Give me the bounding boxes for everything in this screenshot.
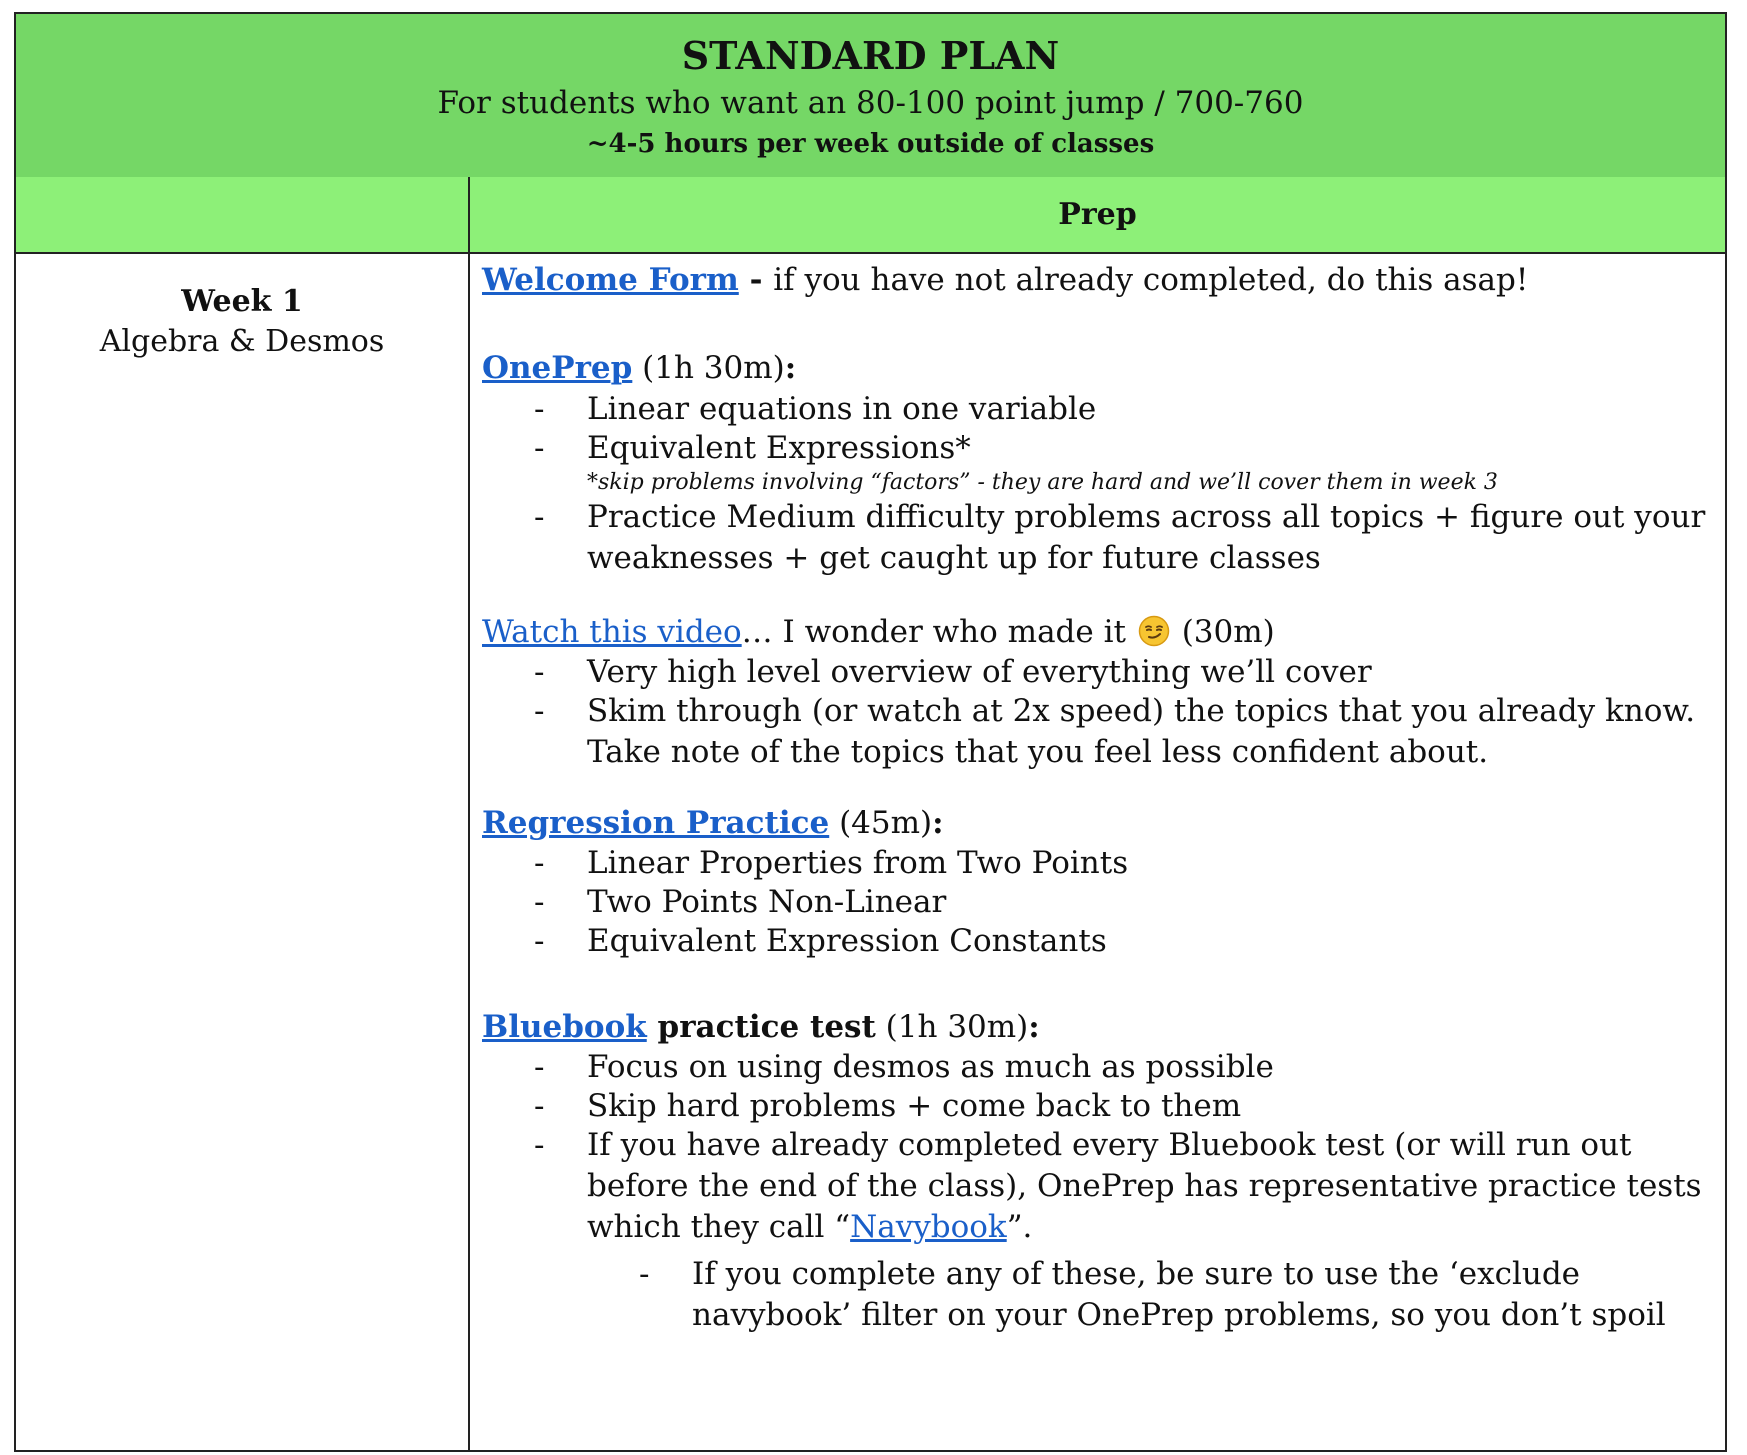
week-topic: Algebra & Desmos — [99, 324, 385, 359]
bullet-dash: - — [534, 430, 545, 466]
list-item-text: Practice Medium difficulty problems across all topics + figure out your weaknesses + get caught up for future classes — [587, 499, 1706, 576]
bluebook-colon: : — [1028, 1009, 1040, 1045]
regression-section — [482, 803, 944, 844]
bullet-dash: - — [534, 654, 545, 690]
bluebook-link[interactable]: Bluebook — [482, 1009, 647, 1045]
navybook-text-after: ”. — [1006, 1209, 1033, 1245]
bullet-dash: - — [639, 1256, 650, 1292]
welcome-text: if you have not already completed, do this asap! — [773, 262, 1529, 298]
oneprep-note: *skip problems involving “factors” - they are hard and we’ll cover them in week 3 — [587, 470, 1498, 495]
bullet-dash: - — [534, 1049, 545, 1085]
video-section — [482, 612, 1275, 653]
smirking-face-icon — [1138, 615, 1170, 647]
oneprep-section — [482, 348, 796, 389]
list-item-text: Very high level overview of everything we’ll cover — [587, 654, 1372, 690]
list-item-text: Equivalent Expressions* — [587, 430, 971, 466]
video-text: … I wonder who made it — [741, 614, 1126, 650]
navybook-text-before: If you have already completed every Bluebook test (or will run out before the end of the class), OnePrep has representative practice tests which they call “ — [587, 1127, 1702, 1245]
list-item-text: Skip hard problems + come back to them — [587, 1088, 1242, 1124]
plan-hours: ~4-5 hours per week outside of classes — [586, 129, 1155, 159]
navybook-link[interactable]: Navybook — [850, 1209, 1007, 1245]
welcome-dash: - — [738, 262, 774, 298]
regression-practice-link[interactable]: Regression Practice — [482, 805, 830, 841]
week-cell — [16, 254, 468, 362]
bullet-dash: - — [534, 1088, 545, 1124]
watch-video-link[interactable]: Watch this video — [482, 614, 742, 650]
video-duration: (30m) — [1181, 614, 1275, 650]
bullet-dash: - — [534, 499, 545, 535]
oneprep-link[interactable]: OnePrep — [482, 350, 633, 386]
bluebook-practice-test: practice test — [646, 1009, 876, 1045]
plan-header — [16, 14, 1725, 179]
welcome-section — [482, 260, 1528, 301]
bullet-dash: - — [534, 884, 545, 920]
list-item-text: Linear equations in one variable — [587, 391, 1097, 427]
list-item-text: Linear Properties from Two Points — [587, 845, 1129, 881]
plan-title: STANDARD PLAN — [681, 33, 1060, 78]
plan-document — [14, 12, 1727, 1452]
bluebook-duration: (1h 30m) — [875, 1009, 1029, 1045]
list-item-text: Equivalent Expression Constants — [587, 923, 1107, 959]
list-item-text — [587, 1125, 1707, 1248]
list-item-text: Skim through (or watch at 2x speed) the topics that you already know. Take note of the topics that you feel less confident about. — [587, 693, 1696, 770]
bullet-dash: - — [534, 845, 545, 881]
bluebook-section — [482, 1007, 1040, 1048]
list-item-text: Focus on using desmos as much as possible — [587, 1049, 1274, 1085]
oneprep-duration: (1h 30m) — [632, 350, 785, 386]
oneprep-colon: : — [784, 350, 797, 386]
plan-subtitle: For students who want an 80-100 point jump / 700-760 — [437, 85, 1304, 121]
welcome-form-link[interactable]: Welcome Form — [482, 262, 739, 298]
bullet-dash: - — [534, 923, 545, 959]
week-label: Week 1 — [181, 284, 303, 319]
bullet-dash: - — [534, 391, 545, 427]
regression-duration: (45m) — [829, 805, 933, 841]
regression-colon: : — [932, 805, 944, 841]
table-header-row — [16, 177, 1725, 254]
sub-list-item-text: If you complete any of these, be sure to use the ‘exclude navybook’ filter on your OnePrep problems, so you don’t spoil — [692, 1256, 1666, 1333]
bullet-dash: - — [534, 693, 545, 729]
prep-column-header: Prep — [1058, 197, 1137, 232]
column-divider — [468, 177, 470, 1450]
bullet-dash: - — [534, 1127, 545, 1163]
list-item-text: Two Points Non-Linear — [587, 884, 947, 920]
